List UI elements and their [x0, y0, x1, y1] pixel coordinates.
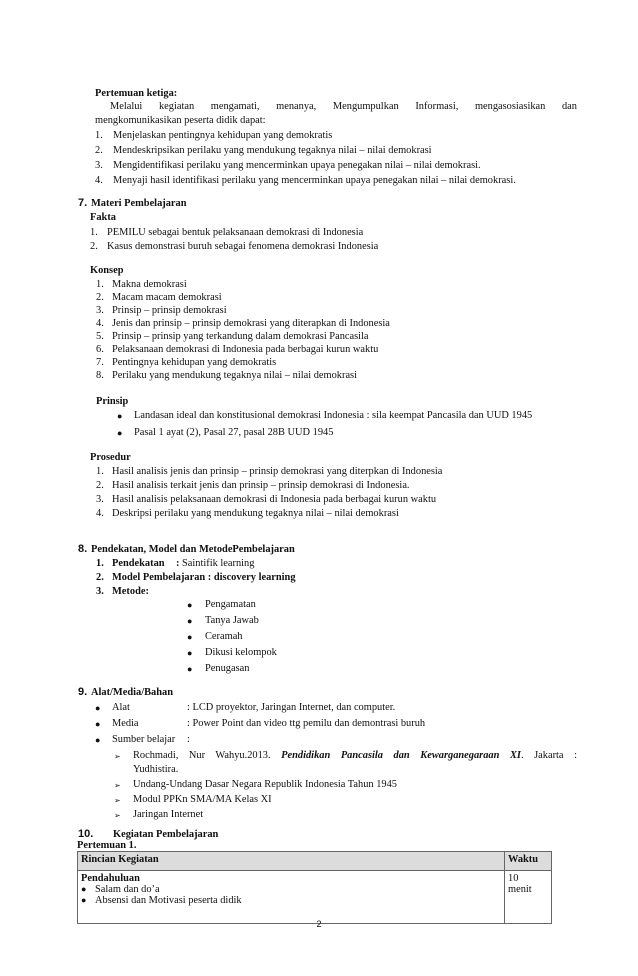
list-item: ● Salam dan do’a	[81, 884, 160, 895]
list-number: 2.	[96, 480, 104, 491]
list-number: 4.	[95, 175, 103, 186]
arrow-bullet-icon: ➢	[114, 796, 121, 805]
list-number: 3.	[96, 305, 104, 316]
list-number: 1.	[96, 279, 104, 290]
list-item: PEMILU sebagai bentuk pelaksanaan demokrasi di Indonesia	[107, 227, 364, 238]
reference-item: Undang-Undang Dasar Negara Republik Indonesia Tahun 1945	[133, 779, 397, 790]
list-item: Macam macam demokrasi	[112, 292, 222, 303]
arrow-bullet-icon: ➢	[114, 752, 121, 761]
pertemuan-ketiga-intro-2: mengkomunikasikan peserta didik dapat:	[95, 115, 266, 126]
section-7-number: 7.	[78, 197, 88, 209]
reference-1: Rochmadi, Nur Wahyu.2013. Pendidikan Pancasila dan Kewarganegaraan XI. Jakarta :	[133, 750, 577, 761]
table-row	[78, 871, 552, 924]
pendekatan-label: Pendekatan	[112, 558, 165, 569]
bullet-icon: ●	[95, 703, 101, 713]
list-item: Pasal 1 ayat (2), Pasal 27, pasal 28B UUD 1945	[134, 427, 334, 438]
alat-value: : LCD proyektor, Jaringan Internet, dan computer.	[187, 702, 396, 713]
list-number: 2.	[90, 241, 98, 252]
list-number: 6.	[96, 344, 104, 355]
pendekatan-separator: :	[176, 558, 180, 569]
list-number: 2.	[95, 145, 103, 156]
list-item: Kasus demonstrasi buruh sebagai fenomena demokrasi Indonesia	[107, 241, 379, 252]
bullet-icon: ●	[95, 735, 101, 745]
page-number: 2	[316, 919, 322, 929]
section-7-title: Materi Pembelajaran	[91, 198, 187, 209]
list-item: Mendeskripsikan perilaku yang mendukung tegaknya nilai – nilai demokrasi	[113, 145, 432, 156]
pertemuan-ketiga-title: Pertemuan ketiga:	[95, 88, 178, 99]
bullet-icon: ●	[187, 616, 193, 626]
arrow-bullet-icon: ➢	[114, 781, 121, 790]
section-8-number: 8.	[78, 543, 88, 555]
alat-label: Alat	[112, 702, 130, 713]
reference-item: Modul PPKn SMA/MA Kelas XI	[133, 794, 272, 805]
section-9-title: Alat/Media/Bahan	[91, 687, 173, 698]
list-number: 1.	[96, 466, 104, 477]
list-item: Perilaku yang mendukung tegaknya nilai – nilai demokrasi	[112, 370, 357, 381]
list-number: 4.	[96, 318, 104, 329]
section-10-title: Kegiatan Pembelajaran	[113, 829, 219, 840]
list-item: Penugasan	[205, 663, 250, 674]
list-item: Landasan ideal dan konstitusional demokrasi Indonesia : sila keempat Pancasila dan UUD 1945	[134, 410, 533, 421]
bullet-icon: ●	[95, 719, 101, 729]
list-number: 8.	[96, 370, 104, 381]
list-item: Hasil analisis pelaksanaan demokrasi di Indonesia pada berbagai kurun waktu	[112, 494, 437, 505]
pendekatan-value: Saintifik learning	[182, 558, 255, 569]
metode-label: Metode:	[112, 586, 149, 597]
bullet-icon: ●	[187, 664, 193, 674]
kegiatan-table	[77, 851, 552, 924]
list-number: 3.	[96, 586, 104, 597]
bullet-icon: ●	[187, 600, 193, 610]
list-item: Prinsip – prinsip demokrasi	[112, 305, 227, 316]
list-number: 2.	[96, 292, 104, 303]
pendahuluan-title: Pendahuluan	[81, 873, 140, 884]
bullet-icon: ●	[117, 411, 123, 421]
list-item: Hasil analisis terkait jenis dan prinsip – prinsip demokrasi di Indonesia.	[112, 480, 410, 491]
list-item: Dikusi kelompok	[205, 647, 277, 658]
list-number: 1.	[95, 130, 103, 141]
list-item: Makna demokrasi	[112, 279, 187, 290]
list-item: Jenis dan prinsip – prinsip demokrasi yang diterapkan di Indonesia	[112, 318, 390, 329]
section-10-number: 10.	[78, 828, 94, 840]
list-item: Pengamatan	[205, 599, 256, 610]
media-label: Media	[112, 718, 139, 729]
reference-1-line2: Yudhistira.	[133, 764, 179, 775]
list-number: 1.	[90, 227, 98, 238]
prosedur-title: Prosedur	[90, 452, 131, 463]
bullet-icon: ●	[187, 648, 193, 658]
list-item: Pentingnya kehidupan yang demokratis	[112, 357, 277, 368]
list-item: Menjelaskan pentingnya kehidupan yang demokratis	[113, 130, 333, 141]
table-cell-rincian	[78, 871, 505, 924]
section-8-title: Pendekatan, Model dan MetodePembelajaran	[91, 544, 295, 555]
list-number: 3.	[95, 160, 103, 171]
model-label: Model Pembelajaran : discovery learning	[112, 572, 296, 583]
fakta-title: Fakta	[90, 212, 116, 223]
list-item: ● Absensi dan Motivasi peserta didik	[81, 895, 242, 906]
table-header-waktu: Waktu	[505, 852, 552, 871]
list-item: Hasil analisis jenis dan prinsip – prinsip demokrasi yang diterpkan di Indonesia	[112, 466, 443, 477]
list-item: Menyaji hasil identifikasi perilaku yang mencerminkan upaya penegakan nilai – nilai demokrasi.	[113, 175, 516, 186]
arrow-bullet-icon: ➢	[114, 811, 121, 820]
table-cell-waktu	[505, 871, 552, 924]
table-header-rincian: Rincian Kegiatan	[78, 852, 505, 871]
waktu-unit: menit	[508, 884, 532, 895]
list-item: Pelaksanaan demokrasi di Indonesia pada berbagai kurun waktu	[112, 344, 379, 355]
bullet-icon: ●	[81, 895, 87, 905]
list-item: Deskripsi perilaku yang mendukung tegaknya nilai – nilai demokrasi	[112, 508, 399, 519]
list-number: 3.	[96, 494, 104, 505]
pertemuan-1-label: Pertemuan 1.	[77, 840, 137, 851]
media-value: : Power Point dan video ttg pemilu dan demontrasi buruh	[187, 718, 426, 729]
list-number: 1.	[96, 558, 104, 569]
list-number: 4.	[96, 508, 104, 519]
reference-item: Jaringan Internet	[133, 809, 204, 820]
bullet-icon: ●	[187, 632, 193, 642]
list-item: Ceramah	[205, 631, 243, 642]
list-number: 7.	[96, 357, 104, 368]
list-number: 5.	[96, 331, 104, 342]
pertemuan-ketiga-intro-1: Melalui kegiatan mengamati, menanya, Mengumpulkan Informasi, mengasosiasikan dan	[110, 101, 577, 112]
list-item: Tanya Jawab	[205, 615, 259, 626]
table-header-row	[78, 852, 552, 871]
konsep-title: Konsep	[90, 265, 124, 276]
sumber-value: :	[187, 734, 190, 745]
waktu-value: 10	[508, 873, 519, 884]
bullet-icon: ●	[117, 428, 123, 438]
list-item: Mengidentifikasi perilaku yang mencerminkan upaya penegakan nilai – nilai demokrasi.	[113, 160, 481, 171]
list-number: 2.	[96, 572, 104, 583]
bullet-icon: ●	[81, 884, 87, 894]
list-item: Prinsip – prinsip yang terkandung dalam demokrasi Pancasila	[112, 331, 369, 342]
section-9-number: 9.	[78, 686, 88, 698]
prinsip-title: Prinsip	[96, 396, 129, 407]
sumber-label: Sumber belajar	[112, 734, 176, 745]
